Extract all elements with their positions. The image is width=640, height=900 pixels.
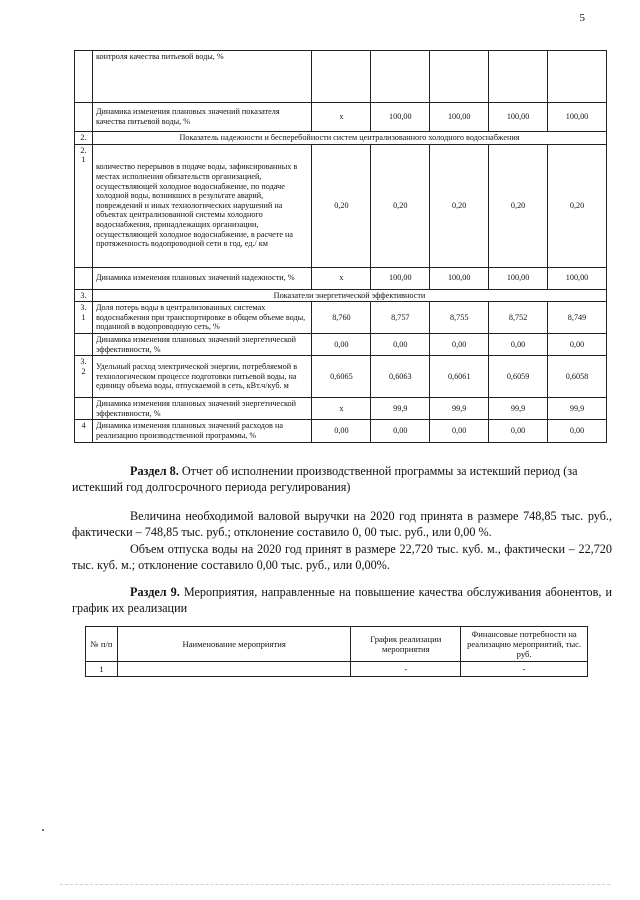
- indicator-value: 0,20: [430, 144, 489, 267]
- indicator-row: [75, 356, 607, 398]
- indicator-value: 100,00: [371, 103, 430, 132]
- row-number: [75, 51, 93, 103]
- indicator-value: 0,00: [312, 420, 371, 442]
- row-number: 3.: [75, 289, 93, 302]
- row-number: 2.: [75, 132, 93, 145]
- indicator-value: 0,20: [371, 144, 430, 267]
- col-number-header: № п/п: [86, 627, 118, 662]
- indicator-value: 99,9: [430, 398, 489, 420]
- indicator-label: Динамика изменения плановых значений расходов на реализацию производственной программы, %: [92, 420, 312, 442]
- indicator-value: 100,00: [548, 103, 607, 132]
- indicator-label: Динамика изменения плановых значений энергетической эффективности, %: [92, 333, 312, 355]
- section-header-label: Показатели энергетической эффективности: [92, 289, 606, 302]
- measure-schedule: -: [351, 662, 461, 677]
- indicator-value: 0,20: [548, 144, 607, 267]
- indicator-value: 0,00: [430, 420, 489, 442]
- section-9-number: Раздел 9.: [130, 585, 180, 599]
- indicator-label: Динамика изменения плановых значений надежности, %: [92, 267, 312, 289]
- section-9-heading: [72, 584, 612, 616]
- indicator-value: 100,00: [548, 267, 607, 289]
- indicator-value: 0,00: [548, 333, 607, 355]
- indicator-value: 0,00: [548, 420, 607, 442]
- indicator-value: x: [312, 267, 371, 289]
- indicator-label: Доля потерь воды в централизованных системах водоснабжения при транспортировке в общем объеме воды, поданной в водопроводную сеть, %: [92, 302, 312, 334]
- measures-row: [86, 662, 588, 677]
- indicator-value: x: [312, 103, 371, 132]
- indicator-value: 100,00: [489, 103, 548, 132]
- indicator-value: 0,00: [489, 333, 548, 355]
- page-number: 5: [579, 12, 585, 24]
- indicator-row: [75, 302, 607, 334]
- measures-header-row: [86, 627, 588, 662]
- indicator-value: 99,9: [489, 398, 548, 420]
- indicator-value: 0,6059: [489, 356, 548, 398]
- indicator-row: [75, 333, 607, 355]
- indicator-row: [75, 103, 607, 132]
- indicator-value: 100,00: [371, 267, 430, 289]
- row-number: 2. 1: [75, 144, 93, 267]
- indicator-row: [75, 420, 607, 442]
- indicator-value: 0,20: [489, 144, 548, 267]
- indicator-value: 100,00: [489, 267, 548, 289]
- indicator-value: [548, 51, 607, 103]
- col-name-header: Наименование мероприятия: [117, 627, 350, 662]
- indicators-table: [74, 50, 607, 443]
- indicator-label: Динамика изменения плановых значений показателя качества питьевой воды, %: [92, 103, 312, 132]
- indicator-value: [489, 51, 548, 103]
- indicator-value: 0,00: [430, 333, 489, 355]
- col-schedule-header: График реализации мероприятия: [351, 627, 461, 662]
- indicator-value: [312, 51, 371, 103]
- indicator-value: 100,00: [430, 103, 489, 132]
- measure-number: 1: [86, 662, 118, 677]
- section-8-title: Отчет об исполнении производственной программы за истекший период (за истекший год долгосрочного периода регулирования): [72, 464, 578, 494]
- row-number: 3. 1: [75, 302, 93, 334]
- scan-edge-line: [60, 884, 610, 885]
- indicator-value: 8,749: [548, 302, 607, 334]
- indicator-value: [430, 51, 489, 103]
- indicator-value: 0,6065: [312, 356, 371, 398]
- section-header-row: [75, 132, 607, 145]
- section-8-heading: [72, 463, 612, 495]
- indicator-value: 0,6058: [548, 356, 607, 398]
- section-header-label: Показатель надежности и бесперебойности систем централизованного холодного водоснабжения: [92, 132, 606, 145]
- measures-table: [85, 626, 588, 677]
- indicator-value: 0,00: [312, 333, 371, 355]
- indicator-value: 0,20: [312, 144, 371, 267]
- indicator-label: контроля качества питьевой воды, %: [92, 51, 312, 103]
- indicator-label: количество перерывов в подаче воды, зафиксированных в местах исполнения обязательств организацией, осуществляющей холодное водоснабжение, по подаче холодной воды, возникших в результате аварий, повреждений и иных технологических нарушений на объектах централизованной системы холодного водоснабжения, принадлежащих организации, осуществляющей холодное водоснабжение, в расчете на протяженность водопроводной сети в год, ед./ км: [92, 144, 312, 267]
- measure-name: [117, 662, 350, 677]
- indicator-value: 99,9: [548, 398, 607, 420]
- water-volume-paragraph: Объем отпуска воды на 2020 год принят в размере 22,720 тыс. куб. м., фактически – 22,720 тыс. куб. м.; отклонение составило 0,00 тыс. руб., или 0,00%.: [72, 542, 612, 572]
- indicator-value: 0,00: [371, 333, 430, 355]
- indicator-row: [75, 144, 607, 267]
- indicator-value: 8,752: [489, 302, 548, 334]
- indicator-row: [75, 51, 607, 103]
- indicator-value: 0,6061: [430, 356, 489, 398]
- indicator-value: 100,00: [430, 267, 489, 289]
- measure-finance: -: [461, 662, 588, 677]
- indicator-label: Удельный расход электрической энергии, потребляемой в технологическом процессе подготовки питьевой воды, на единицу объема воды, отпускаемой в сеть, кВт.ч/куб. м: [92, 356, 312, 398]
- col-finance-header: Финансовые потребности на реализацию мероприятий, тыс. руб.: [461, 627, 588, 662]
- row-number: [75, 333, 93, 355]
- indicator-value: 0,00: [489, 420, 548, 442]
- indicator-value: [371, 51, 430, 103]
- row-number: [75, 267, 93, 289]
- row-number: [75, 398, 93, 420]
- indicator-value: x: [312, 398, 371, 420]
- row-number: [75, 103, 93, 132]
- row-number: 3. 2: [75, 356, 93, 398]
- indicator-value: 8,755: [430, 302, 489, 334]
- indicator-value: 0,00: [371, 420, 430, 442]
- scan-speck: [42, 829, 44, 831]
- revenue-paragraph: Величина необходимой валовой выручки на 2020 год принята в размере 748,85 тыс. руб., фактически – 748,85 тыс. руб.; отклонение составило 0, 00 тыс. руб., или 0,00 %.: [72, 509, 612, 539]
- indicator-value: 0,6063: [371, 356, 430, 398]
- indicator-row: [75, 267, 607, 289]
- indicator-value: 8,757: [371, 302, 430, 334]
- indicator-label: Динамика изменения плановых значений энергетической эффективности, %: [92, 398, 312, 420]
- indicator-row: [75, 398, 607, 420]
- indicator-value: 8,760: [312, 302, 371, 334]
- row-number: 4: [75, 420, 93, 442]
- indicator-value: 99,9: [371, 398, 430, 420]
- section-8-number: Раздел 8.: [130, 464, 179, 478]
- section-header-row: [75, 289, 607, 302]
- section-9-title: Мероприятия, направленные на повышение качества обслуживания абонентов, и график их реализации: [72, 585, 612, 615]
